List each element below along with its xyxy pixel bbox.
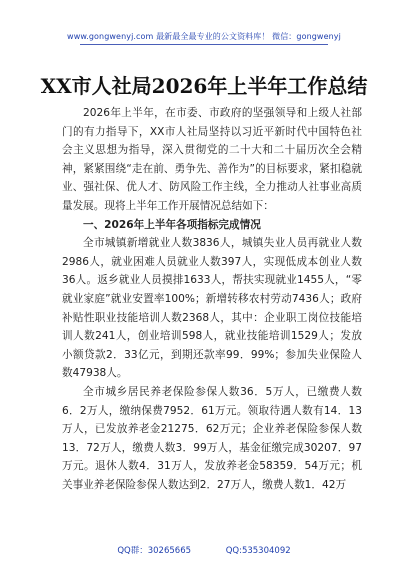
employment-paragraph: 全市城镇新增就业人数3836人，城镇失业人员再就业人数2986人，就业困难人员就业人数397人，实现低成本创业人数36人。返乡就业人员摸排1633人，帮扶实现就业1455人，“零就业家庭”就业安置率100%；新增转移农村劳动7436人；政府补贴性职业技能培训人数2368人，其中：企业职工岗位技能培训人数241人，创业培训598人，就业技能培训1529人；发放小额贷款2．33亿元，到期还款率99．99%；参加失业保险人数47938人。: [62, 237, 362, 380]
intro-paragraph: 2026年上半年，在市委、市政府的坚强领导和上级人社部门的有力指导下，XX市人社局坚持以习近平新时代中国特色社会主义思想为指导，深入贯彻党的二十大和二十届历次全会精神，紧紧围绕“走在前、勇争先、善作为”的目标要求，紧扣稳就业、强社保、优人才、防风险工作主线，全力推动人社事业高质量发展。现将上半年工作开展情况总结如下：: [62, 107, 362, 212]
qq-group-text: QQ群：30265665: [117, 546, 192, 556]
insurance-paragraph: 全市城乡居民养老保险参保人数36．5万人，已缴费人数6．2万人，缴纳保费7952．61万元。领取待遇人数有14．13万人，已发放养老金21275．62万元；企业养老保险参保人数13．72万人，缴费人数3．99万人，基金征缴完成30207．97万元。退休人数4．31万人，发放养老金58359．54万元；机关事业养老保险参保人数达到2．27万人，缴费人数1．42万: [62, 385, 362, 491]
document-body: [62, 104, 362, 494]
section-heading: 一、2026年上半年各项指标完成情况: [83, 218, 261, 231]
page-title: XX市人社局2026年上半年工作总结: [40, 74, 368, 98]
site-header: www.gongwenyj.com 最新最全最专业的公文资料库！ 微信：gongwenyj: [67, 32, 341, 41]
qq-text: QQ:535304092: [225, 546, 291, 556]
page-footer: [0, 544, 408, 556]
header-divider: [80, 44, 328, 45]
